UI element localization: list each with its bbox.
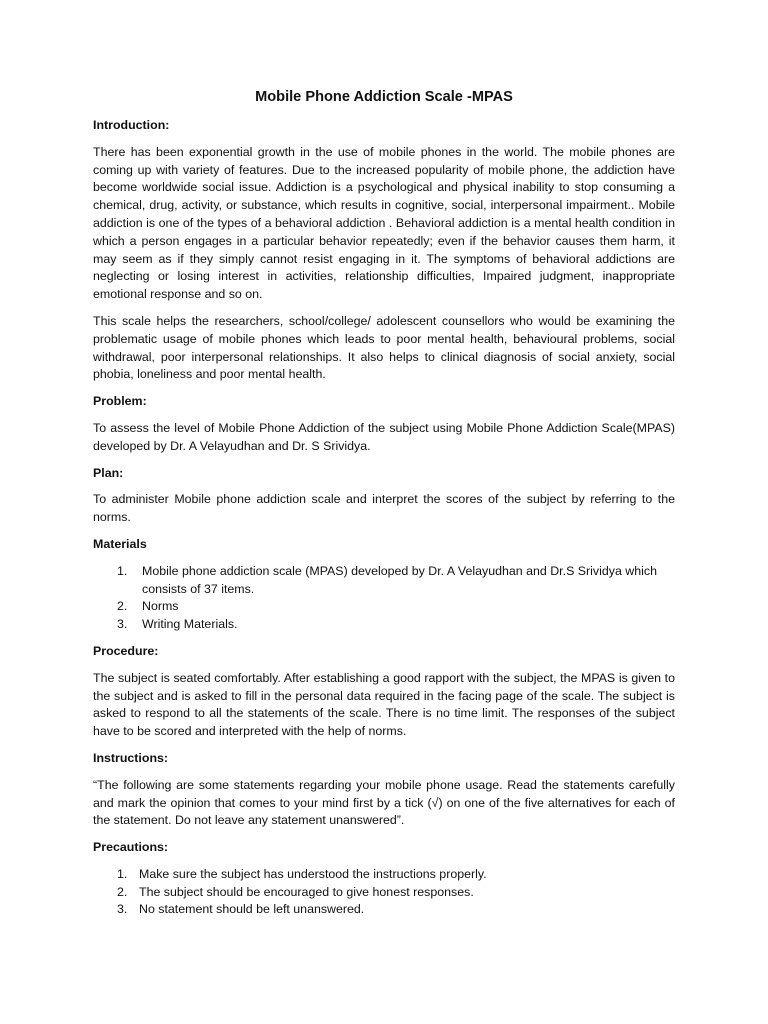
list-item	[93, 598, 675, 616]
list-item	[93, 866, 675, 884]
precautions-list	[93, 866, 675, 919]
introduction-paragraph: This scale helps the researchers, school/college/ adolescent counsellors who would be examining the problematic usage of mobile phones which leads to poor mental health, behavioural problems, social withdrawal, poor interpersonal relationships. It also helps to clinical diagnosis of social anxiety, social phobia, loneliness and poor mental health.	[93, 313, 675, 382]
procedure-text: The subject is seated comfortably. After establishing a good rapport with the subject, the MPAS is given to the subject and is asked to fill in the personal data required in the facing page of the scale. The subject is asked to respond to all the statements of the scale. There is no time limit. The responses of the subject have to be scored and interpreted with the help of norms.	[93, 670, 675, 739]
list-item-text: Make sure the subject has understood the instructions properly.	[139, 866, 487, 881]
list-item	[93, 901, 675, 919]
list-item	[93, 884, 675, 902]
problem-text: To assess the level of Mobile Phone Addiction of the subject using Mobile Phone Addiction Scale(MPAS) developed by Dr. A Velayudhan and Dr. S Srividya.	[93, 420, 675, 453]
list-item-number: 3.	[117, 617, 128, 632]
list-item-number: 3.	[117, 902, 128, 917]
list-item	[93, 616, 675, 634]
list-item-number: 1.	[117, 866, 128, 881]
list-item-text: Mobile phone addiction scale (MPAS) developed by Dr. A Velayudhan and Dr.S Srividya which consists of 37 items.	[142, 563, 657, 596]
list-item-text: The subject should be encouraged to give honest responses.	[139, 884, 474, 899]
instructions-text: “The following are some statements regarding your mobile phone usage. Read the statements carefully and mark the opinion that comes to your mind first by a tick (√) on one of the five alternatives for each of the statement. Do not leave any statement unanswered”.	[93, 777, 675, 828]
plan-text: To administer Mobile phone addiction scale and interpret the scores of the subject by referring to the norms.	[93, 492, 675, 525]
instructions-heading: Instructions:	[93, 750, 169, 765]
materials-heading: Materials	[93, 536, 147, 551]
plan-heading: Plan:	[93, 465, 124, 480]
list-item-text: Writing Materials.	[142, 617, 238, 632]
precautions-heading: Precautions:	[93, 840, 169, 855]
document-page	[93, 88, 675, 928]
list-item-text: Norms	[142, 599, 179, 614]
list-item-number: 2.	[117, 884, 128, 899]
list-item-text: No statement should be left unanswered.	[139, 902, 365, 917]
list-item-number: 2.	[117, 599, 128, 614]
problem-heading: Problem:	[93, 394, 147, 409]
list-item-number: 1.	[117, 563, 128, 578]
list-item	[93, 563, 675, 599]
introduction-heading: Introduction:	[93, 118, 170, 132]
procedure-heading: Procedure:	[93, 643, 159, 658]
document-title: Mobile Phone Addiction Scale -MPAS	[255, 89, 513, 105]
introduction-paragraph: There has been exponential growth in the use of mobile phones in the world. The mobile phones are coming up with variety of features. Due to the increased popularity of mobile phone, the addiction have become worldwide social issue. Addiction is a psychological and physical inability to stop consuming a chemical, drug, activity, or substance, which results in cognitive, social, interpersonal impairment.. Mobile addiction is one of the types of a behavioral addiction . Behavioral addiction is a mental health condition in which a person engages in a particular behavior repeatedly; even if the behavior causes them harm, it may seem as if they simply cannot resist engaging in it. The symptoms of behavioral addictions are neglecting or losing interest in activities, relationship difficulties, Impaired judgment, inappropriate emotional response and so on.	[93, 144, 675, 302]
materials-list	[93, 563, 675, 634]
